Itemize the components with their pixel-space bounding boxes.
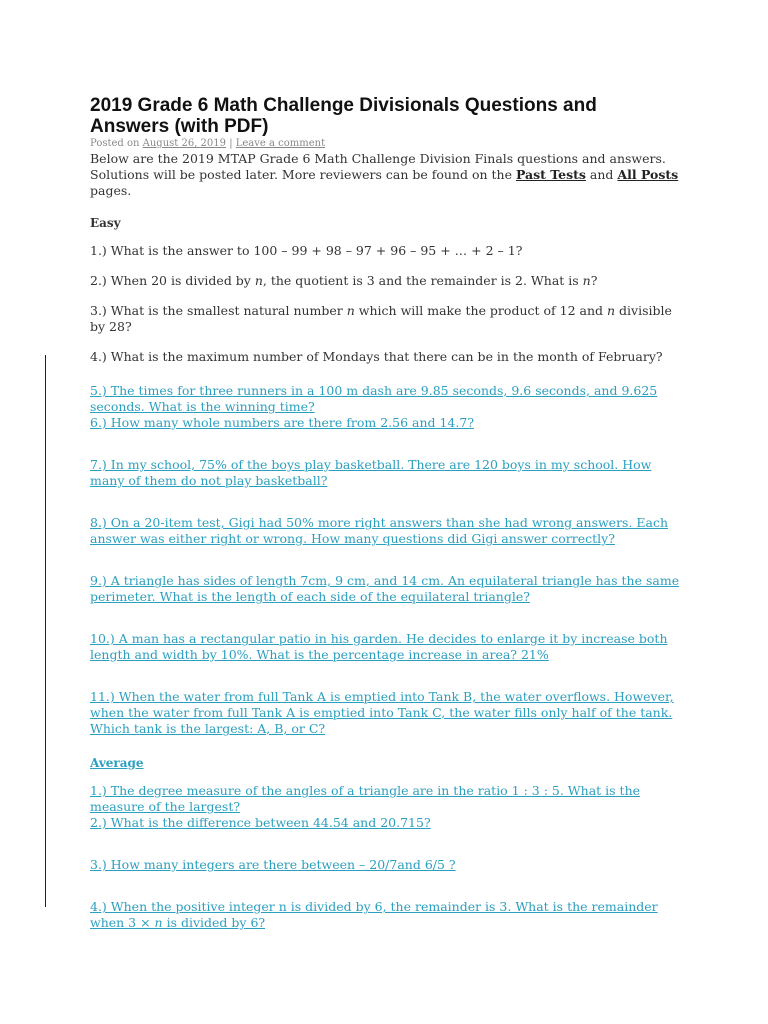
avg-q4-text-a: 4.) When the positive integer n is divided by 6, the remainder is 3. What is the remainder when 3 × bbox=[90, 899, 658, 930]
average-question-3-link[interactable]: 3.) How many integers are there between – 20/7and 6/5 ? bbox=[90, 857, 456, 872]
q3-text-c: divisible by 28? bbox=[90, 303, 672, 334]
intro-text-2: and bbox=[585, 167, 618, 182]
easy-question-10-link[interactable]: 10.) A man has a rectangular patio in his garden. He decides to enlarge it by increase both length and width by 10%. What is the percentage increase in area? 21% bbox=[90, 631, 668, 662]
meta-prefix: Posted on bbox=[90, 138, 143, 149]
avg-q4-text-b: is divided by 6? bbox=[162, 915, 266, 930]
past-tests-link[interactable]: Past Tests bbox=[515, 167, 586, 182]
q3-var-2: n bbox=[606, 303, 616, 318]
average-question-4-link[interactable] bbox=[90, 899, 680, 931]
q2-text-a: 2.) When 20 is divided by bbox=[90, 273, 255, 288]
average-question-1-link[interactable]: 1.) The degree measure of the angles of a triangle are in the ratio 1 : 3 : 5. What is the measure of the largest? bbox=[90, 783, 641, 814]
easy-question-6-link[interactable]: 6.) How many whole numbers are there from 2.56 and 14.7? bbox=[90, 415, 475, 430]
q2-text-c: ? bbox=[590, 273, 598, 288]
q2-text-b: , the quotient is 3 and the remainder is 2. What is bbox=[262, 273, 583, 288]
all-posts-link[interactable]: All Posts bbox=[617, 167, 679, 182]
easy-question-3 bbox=[90, 303, 680, 335]
q2-var-2: n bbox=[582, 273, 591, 288]
q3-var-1: n bbox=[346, 303, 355, 318]
easy-heading: Easy bbox=[90, 216, 121, 230]
margin-rule bbox=[45, 355, 46, 907]
easy-question-4: 4.) What is the maximum number of Mondays that there can be in the month of February? bbox=[90, 349, 663, 364]
easy-question-1: 1.) What is the answer to 100 – 99 + 98 – 97 + 96 – 95 + … + 2 – 1? bbox=[90, 243, 523, 258]
article bbox=[90, 95, 680, 931]
page-title: 2019 Grade 6 Math Challenge Divisionals Questions and Answers (with PDF) bbox=[90, 95, 597, 137]
average-question-2-link[interactable]: 2.) What is the difference between 44.54 and 20.715? bbox=[90, 815, 431, 830]
q3-text-b: which will make the product of 12 and bbox=[354, 303, 607, 318]
intro-paragraph bbox=[90, 151, 680, 199]
easy-question-8-link[interactable]: 8.) On a 20-item test, Gigi had 50% more right answers than she had wrong answers. Each answer was either right or wrong. How many questions did Gigi answer correctly? bbox=[90, 515, 669, 546]
easy-question-7-link[interactable]: 7.) In my school, 75% of the boys play basketball. There are 120 boys in my school. How many of them do not play basketball? bbox=[90, 457, 652, 488]
intro-text-3: pages. bbox=[90, 183, 132, 198]
q2-var-1: n bbox=[254, 273, 263, 288]
q3-text-a: 3.) What is the smallest natural number bbox=[90, 303, 347, 318]
post-date-link[interactable]: August 26, 2019 bbox=[142, 138, 227, 149]
easy-question-9-link[interactable]: 9.) A triangle has sides of length 7cm, 9 cm, and 14 cm. An equilateral triangle has the same perimeter. What is the length of each side of the equilateral triangle? bbox=[90, 573, 680, 604]
easy-question-11-link[interactable]: 11.) When the water from full Tank A is emptied into Tank B, the water overflows. However, when the water from full Tank A is emptied into Tank C, the water fills only half of the tank. Which tank is the largest: A, B, or C? bbox=[90, 689, 674, 736]
easy-question-5-link[interactable]: 5.) The times for three runners in a 100 m dash are 9.85 seconds, 9.6 seconds, and 9.625 seconds. What is the winning time? bbox=[90, 383, 658, 414]
average-heading[interactable]: Average bbox=[90, 756, 144, 770]
avg-q4-var: n bbox=[154, 915, 163, 930]
intro-text-1: Below are the 2019 MTAP Grade 6 Math Challenge Division Finals questions and answers. Solutions will be posted later. More reviewers can be found on the bbox=[90, 151, 666, 182]
meta-separator: | bbox=[226, 138, 236, 149]
leave-comment-link[interactable]: Leave a comment bbox=[235, 138, 326, 149]
post-meta bbox=[90, 138, 680, 150]
easy-question-2 bbox=[90, 273, 680, 289]
